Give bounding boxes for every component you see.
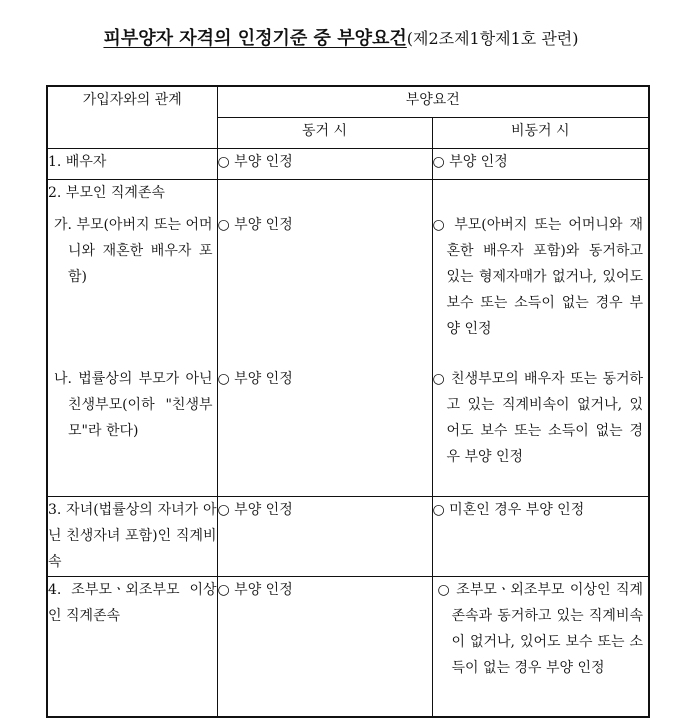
- dependent-requirements-table: [46, 85, 650, 718]
- header-requirement: 부양요건: [217, 86, 649, 118]
- noncohabit-parents-b: ○ 친생부모의 배우자 또는 동거하고 있는 직계비속이 없거나, 있어도 보수 또는 소득이 없는 경우 부양 인정: [432, 371, 644, 465]
- title-main: 피부양자 자격의 인정기준 중 부양요건: [103, 28, 407, 49]
- header-cohabit: 동거 시: [217, 118, 432, 149]
- relation-children: 3. 자녀(법률상의 자녀가 아닌 친생자녀 포함)인 직계비속: [47, 497, 217, 577]
- cohabit-spouse: ○ 부양 인정: [217, 149, 432, 180]
- document-title: [0, 24, 682, 50]
- title-subtitle: (제2조제1항제1호 관련): [406, 29, 579, 48]
- header-relation: 가입자와의 관계: [47, 86, 217, 149]
- table-row: [47, 149, 649, 180]
- relation-grandparents: 4. 조부모ㆍ외조부모 이상인 직계존속: [47, 577, 217, 717]
- noncohabit-parents-a: ○ 부모(아버지 또는 어머니와 재혼한 배우자 포함)와 동거하고 있는 형제자매가 없거나, 있어도 보수 또는 소득이 없는 경우 부양 인정: [432, 217, 644, 337]
- relation-parents-a: 가. 부모(아버지 또는 어머니와 재혼한 배우자 포함): [54, 217, 213, 285]
- relation-parents-b: 나. 법률상의 부모가 아닌 친생부모(이하 "친생부모"라 한다): [54, 371, 213, 439]
- table-row: [47, 497, 649, 577]
- cohabit-grandparents: ○ 부양 인정: [217, 577, 432, 717]
- cohabit-parents-a: ○ 부양 인정: [217, 217, 293, 233]
- noncohabit-children: ○ 미혼인 경우 부양 인정: [432, 497, 649, 577]
- cohabit-children: ○ 부양 인정: [217, 497, 432, 577]
- relation-spouse: 1. 배우자: [47, 149, 217, 180]
- table-row: [47, 577, 649, 717]
- noncohabit-spouse: ○ 부양 인정: [432, 149, 649, 180]
- cohabit-parents-b: ○ 부양 인정: [217, 371, 293, 387]
- header-non-cohabit: 비동거 시: [432, 118, 649, 149]
- noncohabit-grandparents: ○ 조부모ㆍ외조부모 이상인 직계존속과 동거하고 있는 직계비속이 없거나, 있어도 보수 또는 소득이 없는 경우 부양 인정: [432, 577, 649, 717]
- relation-parents-heading: 2. 부모인 직계존속: [48, 185, 165, 201]
- table-row: [47, 180, 649, 497]
